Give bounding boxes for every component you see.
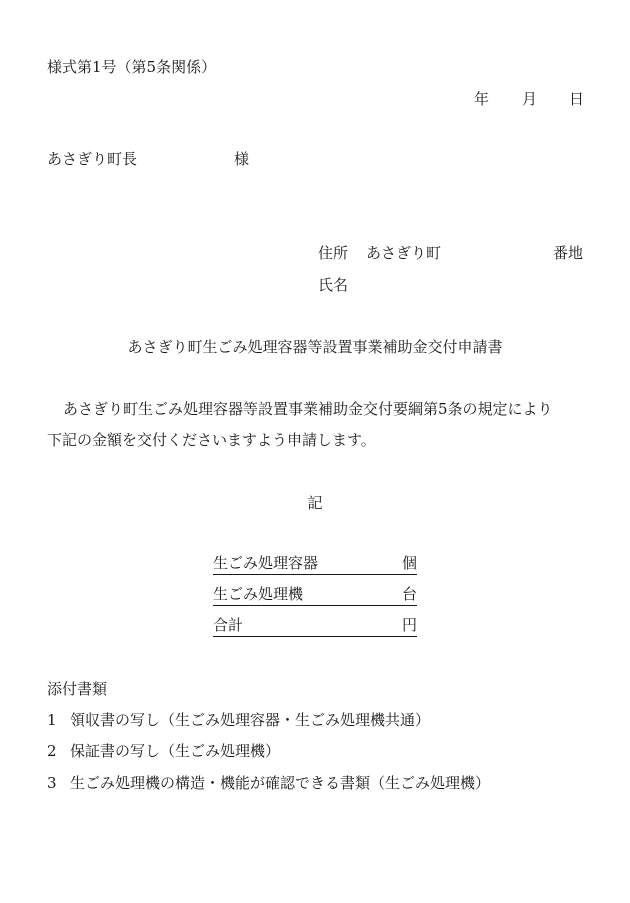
body-text-line-1: あさぎり町生ごみ処理容器等設置事業補助金交付要綱第5条の規定により [63,400,553,418]
document-title: あさぎり町生ごみ処理容器等設置事業補助金交付申請書 [127,338,503,356]
form-number: 様式第1号（第5条関係） [47,58,217,76]
attachment-number: 1 [47,711,57,729]
address-label: 住所 [318,244,349,262]
date-day-label: 日 [569,90,585,108]
item-row-container [213,556,417,587]
address-town: あさぎり町 [366,244,442,262]
item-label: 合計 [213,616,244,634]
addressee-name: あさぎり町長 [47,150,138,168]
addressee-honorific: 様 [234,150,250,168]
item-underline [213,605,417,606]
attachment-text: 保証書の写し（生ごみ処理機） [70,742,281,760]
item-label: 生ごみ処理容器 [213,554,319,572]
attachment-item [47,776,490,791]
item-underline [213,574,417,575]
name-label: 氏名 [318,276,349,294]
item-unit: 円 [401,616,417,634]
ki-heading: 記 [307,494,323,512]
date-month-label: 月 [522,90,538,108]
attachment-text: 生ごみ処理機の構造・機能が確認できる書類（生ごみ処理機） [70,774,491,792]
date-line [470,90,585,110]
address-lot-label: 番地 [553,244,584,262]
attachment-item [47,713,430,728]
attachment-item [47,744,280,759]
item-row-total [213,618,417,649]
item-underline [213,636,417,637]
attachment-text: 領収書の写し（生ごみ処理容器・生ごみ処理機共通） [70,711,431,729]
attachment-number: 2 [47,742,57,760]
body-text-line-2: 下記の金額を交付くださいますよう申請します。 [47,431,376,449]
item-unit: 個 [401,554,417,572]
amount-items [213,556,417,649]
date-year-label: 年 [474,90,490,108]
attachment-number: 3 [47,774,57,792]
item-row-machine [213,587,417,618]
item-unit: 台 [401,585,417,603]
item-label: 生ごみ処理機 [213,585,304,603]
attachments-heading: 添付書類 [47,680,108,698]
